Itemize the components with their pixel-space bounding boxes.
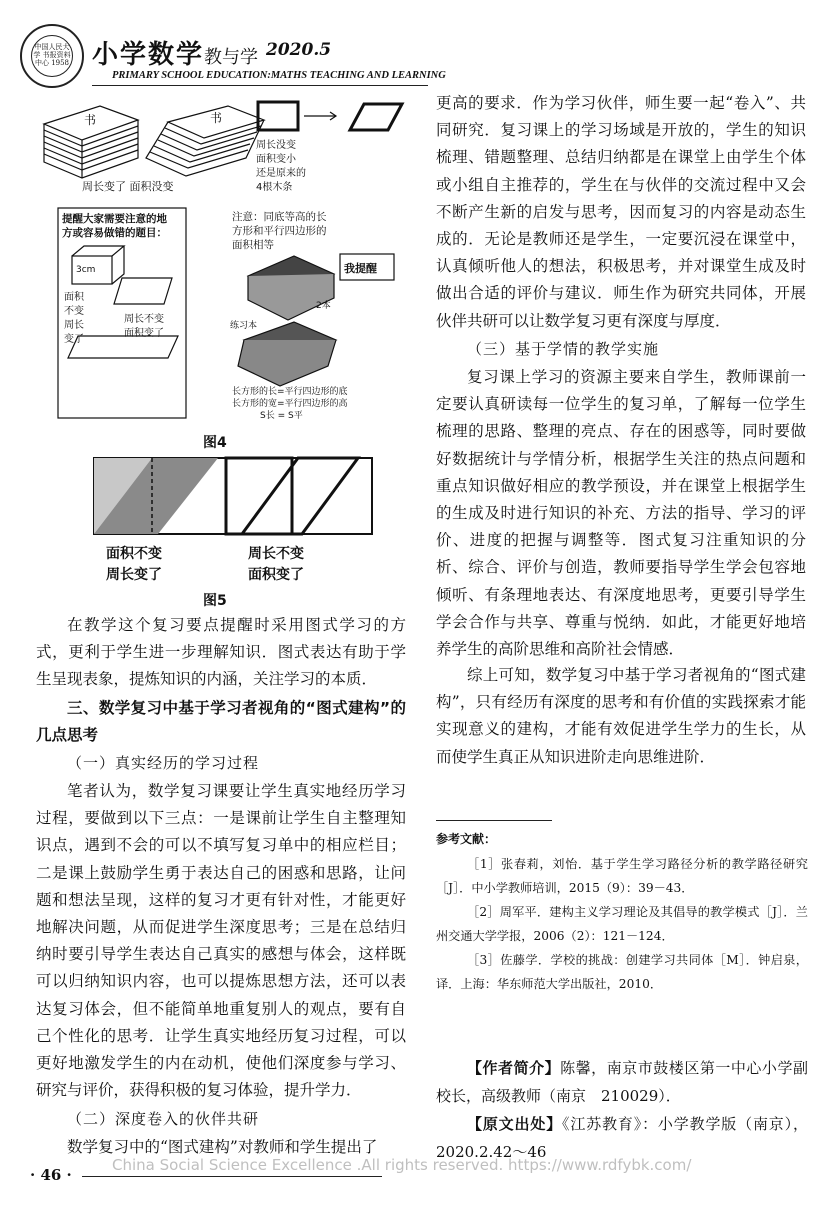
subsection-3-heading: （三）基于学情的教学实施	[467, 340, 660, 358]
svg-text:2本: 2本	[316, 301, 331, 311]
svg-text:面积相等: 面积相等	[232, 239, 274, 251]
subsection-2-heading: （二）深度卷入的伙伴共研	[67, 1110, 260, 1128]
svg-text:面积: 面积	[64, 292, 84, 303]
references-divider	[436, 820, 552, 821]
svg-text:长方形的宽=平行四边形的高: 长方形的宽=平行四边形的高	[232, 399, 348, 409]
subsection-1-heading: （一）真实经历的学习过程	[67, 754, 260, 772]
svg-text:不变: 不变	[64, 306, 84, 317]
svg-text:方形和平行四边形的: 方形和平行四边形的	[232, 225, 327, 237]
journal-english-title: PRIMARY SCHOOL EDUCATION:MATHS TEACHING AND LEARNING	[112, 70, 446, 81]
svg-text:提醒大家需要注意的地: 提醒大家需要注意的地	[62, 213, 167, 225]
watermark: China Social Science Excellence .All rights reserved. https://www.rdfybk.com/	[112, 1156, 692, 1174]
figure-5	[92, 456, 374, 536]
right-paragraph-2: 复习课上学习的资源主要来自学生，教师课前一定要认真研读每一位学生的复习单，了解每一位学生梳理的思路、整理的亮点、存在的困惑等，同时要做好数据统计与学情分析，根据学生关注的热点问题和重点知识做好相应的教学预设，并在课堂上根据学生的生成及时进行知识的补充、方法的指导、学习的评价、进度的把握与调整等．图式复习注重知识的分析、综合、评价与创造，教师要指导学生学会包容地倾听、有条理地表达、有深度地思考，更要引导学生学会合作与共享、尊重与悦纳．如此，才能更好地培养学生的高阶思维和高阶社会情感．	[436, 368, 806, 659]
svg-text:4根木条: 4根木条	[256, 182, 293, 193]
reference-item: ［3］佐藤学．学校的挑战：创建学习共同体［M］．钟启泉，译．上海：华东师范大学出版社，2010．	[436, 953, 808, 991]
references-list	[436, 852, 808, 996]
svg-text:还是原来的: 还是原来的	[256, 168, 306, 179]
book-stack-straight	[44, 106, 138, 178]
issue-number: 2020.5	[266, 40, 332, 60]
figure-4-caption: 图4	[203, 435, 227, 451]
left-paragraph-3: 数学复习中的“图式建构”对教师和学生提出了	[67, 1138, 378, 1156]
fig5-right-line2: 面积变了	[248, 567, 304, 583]
figure-5-caption: 图5	[203, 593, 227, 609]
author-label: 【作者简介】	[467, 1059, 561, 1077]
journal-title	[92, 34, 258, 71]
svg-text:方或容易做错的题目：: 方或容易做错的题目：	[62, 227, 167, 239]
fig5-left-line2: 周长变了	[106, 567, 162, 583]
references-title: 参考文献：	[436, 832, 497, 846]
svg-text:书: 书	[84, 113, 97, 127]
fig5-right-line1: 周长不变	[248, 546, 304, 562]
author-intro	[436, 1054, 808, 1110]
rect-to-parallelogram	[258, 102, 402, 130]
right-paragraph-3: 综上可知，数学复习中基于学习者视角的“图式建构”，只有经历有深度的思考和有价值的实践探索才能实现意义的建构，才能有效促进学生学力的生长，从而使学生真正从知识进阶走向思维进阶．	[436, 666, 806, 766]
section-3-heading: 三、数学复习中基于学习者视角的“图式建构”的几点思考	[36, 699, 406, 745]
svg-text:3cm: 3cm	[76, 265, 96, 275]
author-text: 陈馨，南京市鼓楼区第一中心小学副校长，高级教师（南京 210029）．	[436, 1059, 808, 1105]
journal-title-suffix: 教与学	[204, 47, 259, 68]
svg-text:S长 = S平: S长 = S平	[260, 411, 303, 421]
reference-item: ［1］张春莉，刘怡．基于学生学习路径分析的教学路径研究［J］．中小学教师培训，2015（9）：39－43．	[436, 857, 808, 895]
logo-text: 中国人民大学 书报资料中心 1958	[31, 35, 73, 77]
journal-title-main: 小学数学	[92, 40, 205, 70]
source-label: 【原文出处】	[467, 1115, 563, 1133]
svg-text:周长: 周长	[64, 320, 84, 331]
figure-4	[40, 96, 418, 422]
footer-divider	[82, 1176, 382, 1177]
publisher-logo	[20, 24, 84, 88]
svg-text:变了: 变了	[64, 334, 84, 345]
left-paragraph-2: 笔者认为，数学复习课要让学生真实地经历学习过程，要做到以下三点：一是课前让学生自主整理知识点，遇到不会的可以不填写复习单中的相应栏目；二是课上鼓励学生勇于表达自己的困惑和思路，让问题和想法呈现，这样的复习才更有针对性，才能更好地解决问题，从而促进学生深度思考；三是在总结归纳时要引导学生表达自己真实的感想与体会，这样既可以归纳知识内容，也可以提炼思想方法，还可以表达复习体会，但不能简单地重复别人的观点，要有自己个性化的思考．让学生真实地经历复习过程，可以更好地激发学生的内在动机，使他们深度参与学习、研究与评价，获得积极的复习体验，提升学力．	[36, 782, 406, 1100]
svg-text:长方形的长=平行四边形的底: 长方形的长=平行四边形的底	[232, 387, 348, 397]
fig5-right-label	[248, 544, 348, 586]
svg-text:书: 书	[210, 111, 223, 125]
source-text: 《江苏教育》：小学教学版（南京），2020.2.42～46	[436, 1115, 808, 1161]
svg-text:面积变了: 面积变了	[124, 328, 164, 339]
right-paragraph-1: 更高的要求．作为学习伙伴，师生要一起“卷入”、共同研究．复习课上的学习场域是开放的，学生的知识梳理、错题整理、总结归纳都是在课堂上由学生个体或小组自主推荐的，学生在与伙伴的交流过程中又会不断产生新的启发与思考，因而复习的内容是动态生成的．无论是教师还是学生，一定要沉浸在课堂中，认真倾听他人的想法，积极思考，并对课堂生成及时做出合适的评价与建议．师生作为研究共同体，开展伙伴共研可以让数学复习更有深度与厚度．	[436, 94, 806, 330]
page-number: · 46 ·	[30, 1166, 72, 1184]
note-perimeter: 周长变了 面积没变	[82, 180, 174, 193]
fig5-left-line1: 面积不变	[106, 546, 162, 562]
remind-label: 我提醒	[344, 262, 377, 275]
left-paragraph-1: 在教学这个复习要点提醒时采用图式学习的方式，更利于学生进一步理解知识．图式表达有助于学生呈现表象，提炼知识的内涵，关注学习的本质．	[36, 616, 406, 689]
svg-text:面积变小: 面积变小	[256, 154, 296, 165]
header-divider	[92, 85, 428, 86]
author-bio	[436, 1054, 808, 1166]
reference-item: ［2］周军平．建构主义学习理论及其倡导的教学模式［J］．兰州交通大学学报，2006（2）：121－124．	[436, 905, 808, 943]
fig5-left-label	[106, 544, 206, 586]
svg-text:周长不变: 周长不变	[124, 314, 164, 325]
svg-text:周长没变: 周长没变	[256, 140, 296, 151]
book-stack-slanted	[146, 106, 264, 176]
svg-text:练习本: 练习本	[230, 321, 258, 331]
notice-line1: 注意：同底等高的长	[232, 211, 327, 223]
